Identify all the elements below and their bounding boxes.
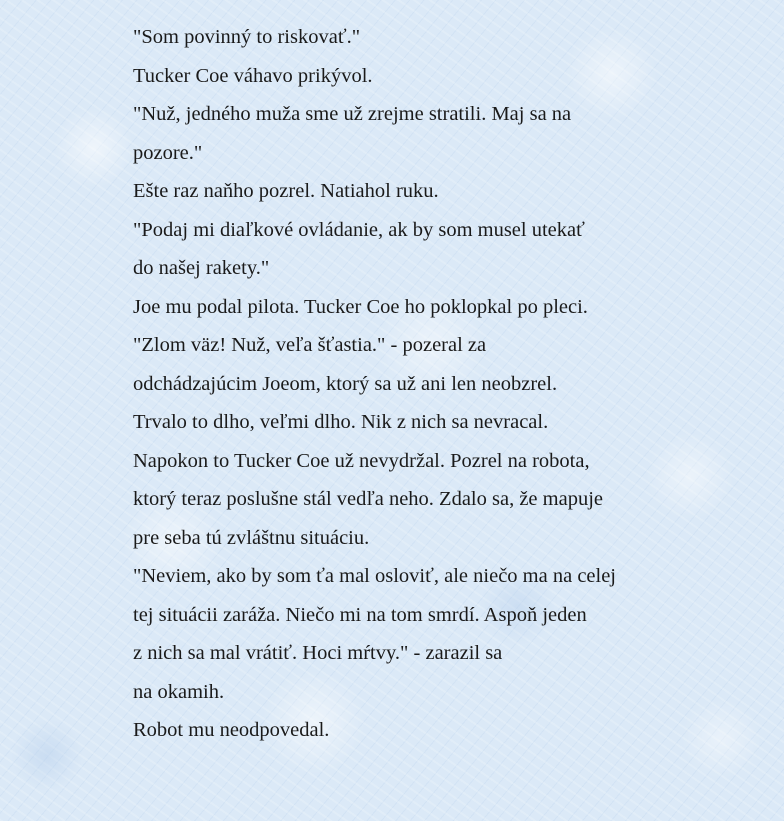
text-line: do našej rakety." bbox=[133, 257, 270, 279]
text-line: Ešte raz naňho pozrel. Natiahol ruku. bbox=[133, 180, 439, 202]
text-line: Joe mu podal pilota. Tucker Coe ho poklopkal po pleci. bbox=[133, 295, 588, 318]
text-line: pozore." bbox=[133, 141, 203, 164]
text-line: Napokon to Tucker Coe už nevydržal. Pozrel na robota, bbox=[133, 449, 590, 472]
text-line: ktorý teraz poslušne stál vedľa neho. Zdalo sa, že mapuje bbox=[133, 488, 603, 510]
text-line: Trvalo to dlho, veľmi dlho. Nik z nich sa nevracal. bbox=[133, 411, 549, 433]
text-line: odchádzajúcim Joeom, ktorý sa už ani len neobzrel. bbox=[133, 372, 558, 395]
text-line: "Podaj mi diaľkové ovládanie, ak by som musel utekať bbox=[133, 218, 585, 241]
document-text bbox=[133, 18, 693, 750]
text-line: "Zlom väz! Nuž, veľa šťastia." - pozeral za bbox=[133, 334, 487, 356]
text-line: tej situácii zaráža. Niečo mi na tom smrdí. Aspoň jeden bbox=[133, 603, 587, 626]
text-line: "Som povinný to riskovať." bbox=[133, 26, 361, 48]
text-line: Tucker Coe váhavo prikývol. bbox=[133, 64, 373, 87]
text-line: Robot mu neodpovedal. bbox=[133, 719, 330, 741]
text-line: "Neviem, ako by som ťa mal osloviť, ale niečo ma na celej bbox=[133, 565, 617, 587]
text-line: na okamih. bbox=[133, 680, 225, 703]
text-line: pre seba tú zvláštnu situáciu. bbox=[133, 526, 370, 549]
text-line: z nich sa mal vrátiť. Hoci mŕtvy." - zarazil sa bbox=[133, 642, 503, 664]
text-line: "Nuž, jedného muža sme už zrejme stratili. Maj sa na bbox=[133, 103, 572, 125]
